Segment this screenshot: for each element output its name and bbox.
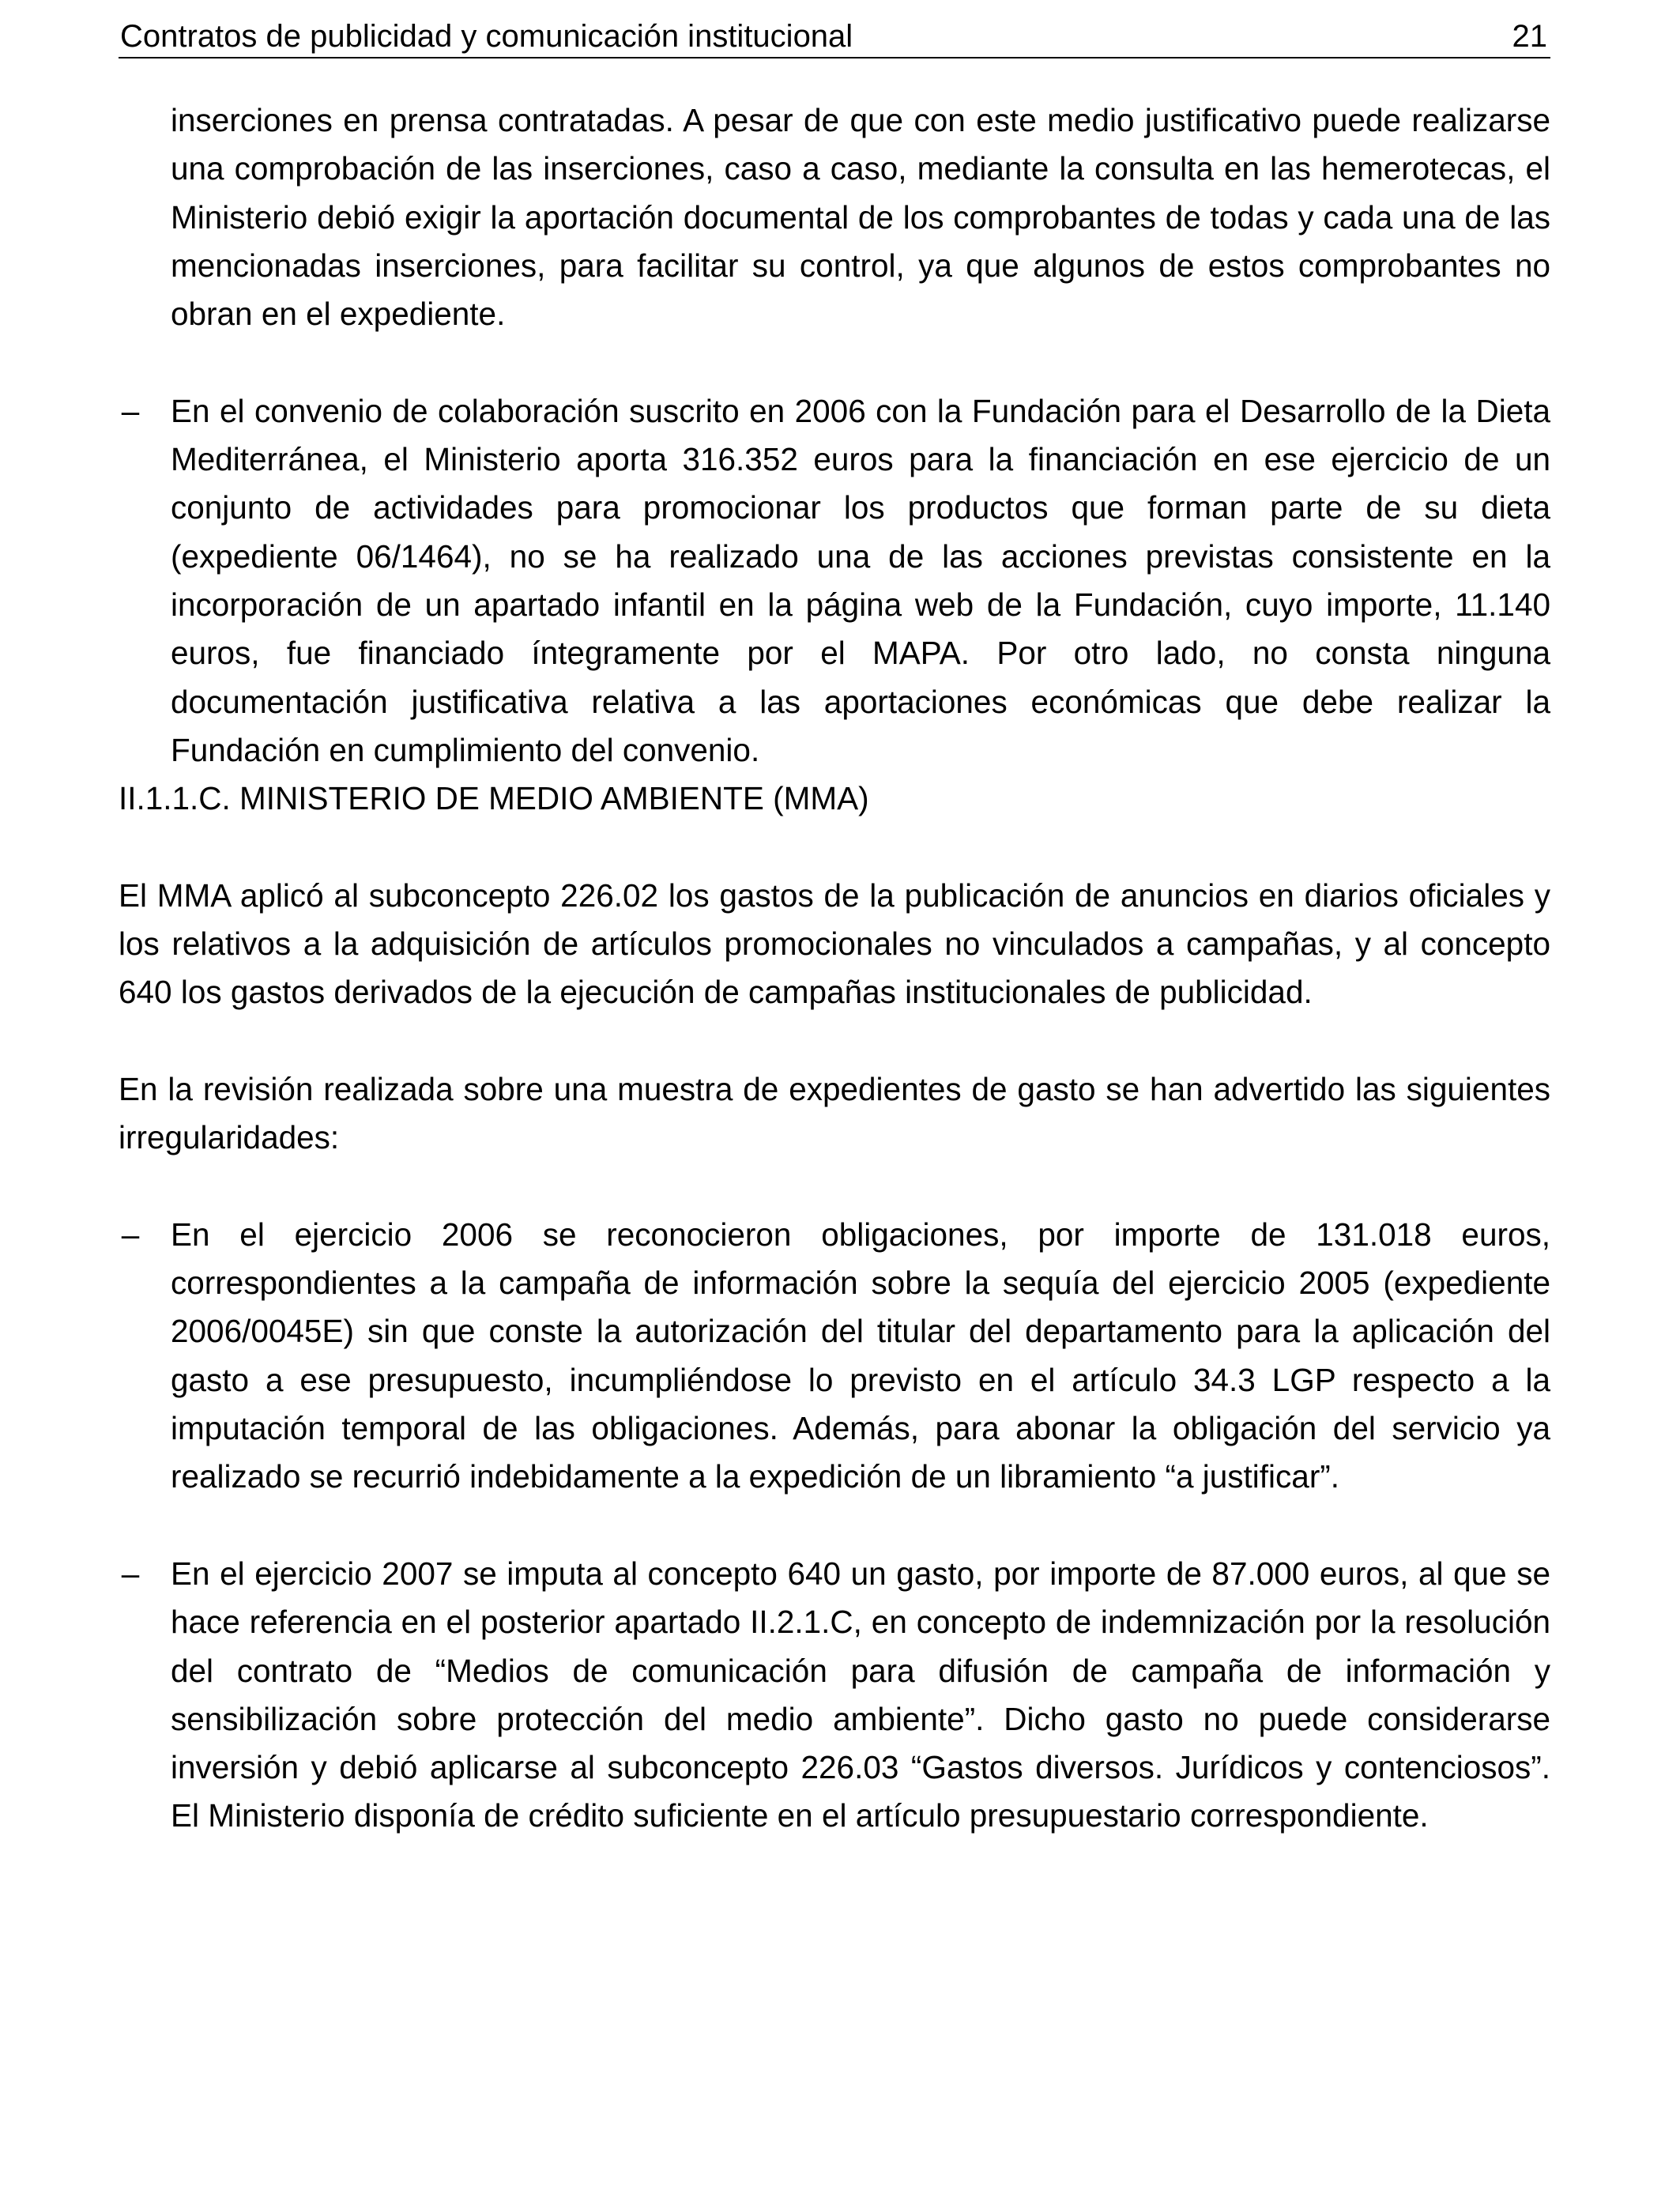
body-paragraph: En la revisión realizada sobre una muestra de expedientes de gasto se han advertido las siguientes irregularidades: (119, 1070, 1550, 1156)
bullet-item-convenio-fundacion (119, 387, 1550, 775)
bullet-dash: – (121, 1216, 140, 1253)
page-number: 21 (1512, 19, 1547, 54)
section-heading: II.1.1.C. MINISTERIO DE MEDIO AMBIENTE (MMA) (119, 780, 869, 817)
bullet-item-text: En el convenio de colaboración suscrito en 2006 con la Fundación para el Desarrollo de la Dieta Mediterránea, el Ministerio aporta 316.352 euros para la financiación en ese ejercicio de un conjunto de actividades para promocionar los productos que forman parte de su dieta (expediente 06/1464), no se ha realizado una de las acciones previstas consistente en la incorporación de un apartado infantil en la página web de la Fundación, cuyo importe, 11.140 euros, fue financiado íntegramente por el MAPA. Por otro lado, no consta ninguna documentación justificativa relativa a las aportaciones económicas que debe realizar la Fundación en cumplimiento del convenio. (171, 392, 1550, 768)
body-paragraph: El MMA aplicó al subconcepto 226.02 los gastos de la publicación de anuncios en diarios oficiales y los relativos a la adquisición de artículos promocionales no vinculados a campañas, y al concepto 640 los gastos derivados de la ejecución de campañas institucionales de publicidad. (119, 876, 1550, 1011)
running-header-title: Contratos de publicidad y comunicación institucional (120, 19, 853, 54)
bullet-item-text: En el ejercicio 2006 se reconocieron obligaciones, por importe de 131.018 euros, correspondientes a la campaña de información sobre la sequía del ejercicio 2005 (expediente 2006/0045E) sin que conste la autorización del titular del departamento para la aplicación del gasto a ese presupuesto, incumpliéndose lo previsto en el artículo 34.3 LGP respecto a la imputación temporal de las obligaciones. Además, para abonar la obligación del servicio ya realizado se recurrió indebidamente a la expedición de un libramiento “a justificar”. (171, 1216, 1550, 1495)
bullet-item-ejercicio-2007 (119, 1550, 1550, 1841)
continuation-text: inserciones en prensa contratadas. A pesar de que con este medio justificativo puede realizarse una comprobación de las inserciones, caso a caso, mediante la consulta en las hemerotecas, el Ministerio debió exigir la aportación documental de los comprobantes de todas y cada una de las mencionadas inserciones, para facilitar su control, ya que algunos de estos comprobantes no obran en el expediente. (171, 102, 1550, 333)
continuation-paragraph (119, 96, 1550, 338)
bullet-item-text: En el ejercicio 2007 se imputa al concepto 640 un gasto, por importe de 87.000 euros, al que se hace referencia en el posterior apartado II.2.1.C, en concepto de indemnización por la resolución del contrato de “Medios de comunicación para difusión de campaña de información y sensibilización sobre protección del medio ambiente”. Dicho gasto no puede considerarse inversión y debió aplicarse al subconcepto 226.03 “Gastos diversos. Jurídicos y contenciosos”. El Ministerio disponía de crédito suficiente en el artículo presupuestario correspondiente. (171, 1555, 1550, 1834)
bullet-dash: – (121, 1555, 140, 1592)
document-body (119, 96, 1550, 1841)
bullet-item-ejercicio-2006 (119, 1211, 1550, 1502)
bullet-dash: – (121, 392, 140, 429)
page-header (119, 11, 1550, 58)
